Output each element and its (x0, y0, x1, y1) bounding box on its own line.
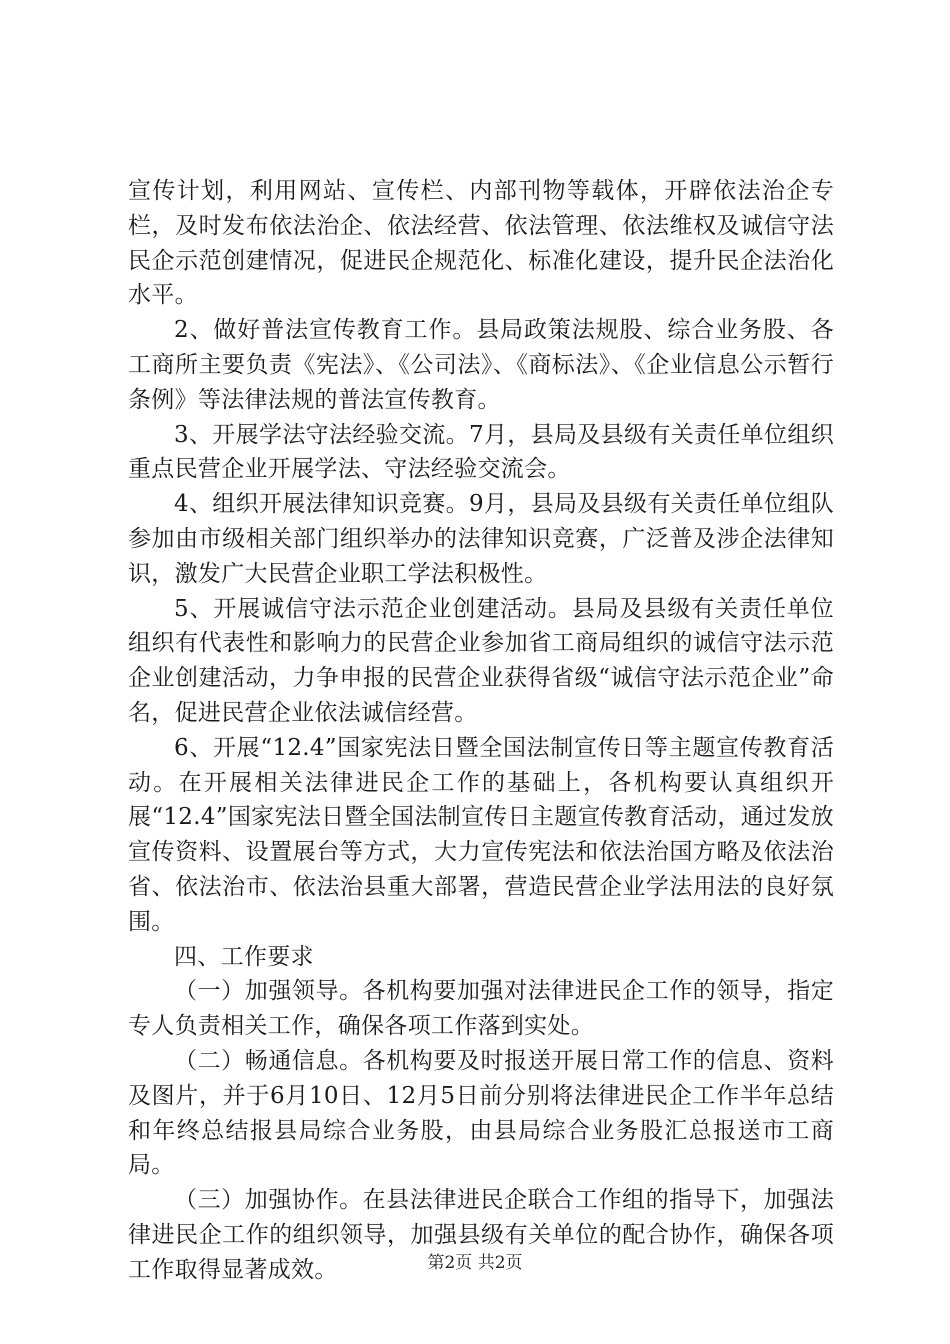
paragraph-continuation: 宣传计划，利用网站、宣传栏、内部刊物等载体，开辟依法治企专栏，及时发布依法治企、依法经营、依法管理、依法维权及诚信守法民企示范创建情况，促进民企规范化、标准化建设，提升民企法治化水平。 (128, 178, 834, 309)
paragraph-requirement-3: （三）加强协作。在县法律进民企联合工作组的指导下，加强法律进民企工作的组织领导，加强县级有关单位的配合协作，确保各项工作取得显著成效。 (128, 1187, 834, 1283)
paragraph-item-6: 6、开展“12.4”国家宪法日暨全国法制宣传日等主题宣传教育活动。在开展相关法律进民企工作的基础上，各机构要认真组织开展“12.4”国家宪法日暨全国法制宣传日主题宣传教育活动，通过发放宣传资料、设置展台等方式，大力宣传宪法和依法治国方略及依法治省、依法治市、依法治县重大部署，营造民营企业学法用法的良好氛围。 (128, 734, 834, 935)
paragraph-item-4: 4、组织开展法律知识竞赛。9月，县局及县级有关责任单位组队参加由市级相关部门组织举办的法律知识竞赛，广泛普及涉企法律知识，激发广大民营企业职工学法积极性。 (128, 491, 834, 587)
paragraph-requirement-2: （二）畅通信息。各机构要及时报送开展日常工作的信息、资料及图片，并于6月10日、12月5日前分别将法律进民企工作半年总结和年终总结报县局综合业务股，由县局综合业务股汇总报送市工商局。 (128, 1047, 834, 1179)
paragraph-item-5: 5、开展诚信守法示范企业创建活动。县局及县级有关责任单位组织有代表性和影响力的民营企业参加省工商局组织的诚信守法示范企业创建活动，力争申报的民营企业获得省级“诚信守法示范企业”命名，促进民营企业依法诚信经营。 (128, 595, 834, 726)
paragraph-requirement-1: （一）加强领导。各机构要加强对法律进民企工作的领导，指定专人负责相关工作，确保各项工作落到实处。 (128, 978, 834, 1040)
document-body (128, 174, 834, 1288)
page-number-footer: 第2页 共2页 (427, 1253, 523, 1273)
paragraph-item-2: 2、做好普法宣传教育工作。县局政策法规股、综合业务股、各工商所主要负责《宪法》、《公司法》、《商标法》、《企业信息公示暂行条例》等法律法规的普法宣传教育。 (128, 317, 834, 413)
paragraph-item-3: 3、开展学法守法经验交流。7月，县局及县级有关责任单位组织重点民营企业开展学法、守法经验交流会。 (128, 421, 834, 483)
section-heading-work-requirements: 四、工作要求 (174, 943, 314, 970)
